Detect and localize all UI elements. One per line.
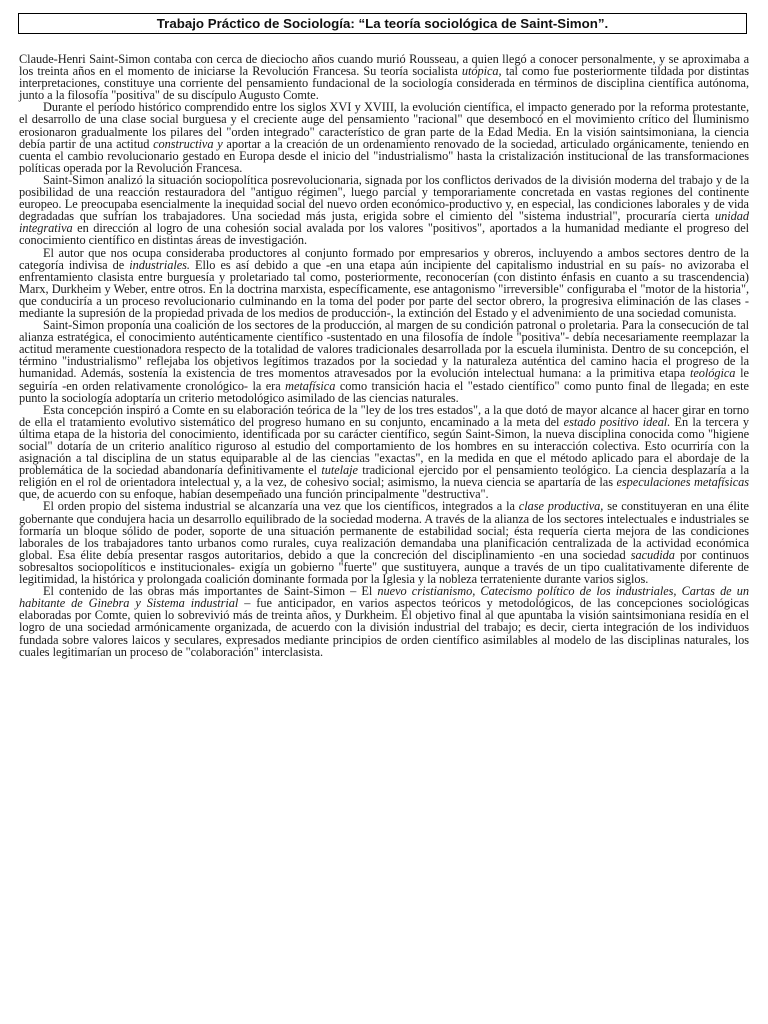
text-run: El contenido de las obras más importantes de Saint-Simon – El <box>43 584 378 599</box>
italic-text: estado positivo ideal. <box>563 414 671 429</box>
italic-text: utópica, <box>461 64 502 79</box>
text-run: aportar a la creación de un ordenamiento renovado de la sociedad, articulado orgánicamente, teniendo en cuenta el cambio revolucionario gestado en Europa desde el inicio del "industrialismo" hasta la cristalización institucional de las transformaciones políticas operada por la Revolución Francesa. <box>19 136 750 175</box>
text-run: tradicional ejercido por el pensamiento teológico. La ciencia desplazaría a la religión en el rol de orientadora intelectual y, a la vez, de cohesivo social; asimismo, la nueva ciencia se apartaría de las <box>19 463 749 490</box>
text-run: por continuos sobresaltos sociopolíticos e institucionales- exigía un gobierno "fuerte" que sustituyera, aunque a través de un tipo cualitativamente diferente de legitimidad, la histórica y prolongada coalición dominante formada por la Iglesia y la nobleza terrateniente durante varios siglos. <box>19 547 749 587</box>
text-run: Durante el período histórico comprendido entre los siglos XVI y XVIII, la evolución científica, el impacto generado por la reforma protestante, el desarrollo de una clase social burguesa y el creciente auge del pensamiento "racional" que desembocó en el movimiento crítico del Iluminismo erosionaron gradualmente los pilares del "orden integrado" característico de gran parte de la Edad Media. En la visión saintsimoniana, la ciencia debía partir de una actitud <box>19 100 749 151</box>
text-run: en dirección al logro de una cohesión social avalada por los valores "positivos", aportados a la humanidad mediante el progreso del conocimiento científico en distintas áreas de investigación. <box>19 221 749 248</box>
italic-text: constructiva y <box>153 136 223 151</box>
text-run: le seguiría -en orden relativamente cronológico- la era <box>19 366 749 393</box>
text-run: tal como fue posteriormente tildada por distintas interpretaciones, constituye una corriente del pensamiento fundacional de la sociología considerada en términos de disciplina científica autónoma, junto a la filosofía "positiva" de su discípulo Augusto Comte. <box>19 64 749 103</box>
italic-text: tutelaje <box>321 463 358 478</box>
italic-text: teológica <box>689 366 736 381</box>
paragraph <box>19 500 749 585</box>
paragraph <box>19 101 749 174</box>
italic-text: unidad integrativa <box>19 209 749 236</box>
text-run: Claude-Henri Saint-Simon contaba con cerca de dieciocho años cuando murió Rousseau, a quien llegó a conocer personalmente, y se aproximaba a los treinta años en el momento de iniciarse la Revolución Francesa. Su teoría socialista <box>19 52 749 79</box>
text-run: Saint-Simon proponía una coalición de los sectores de la producción, al margen de su condición patronal o proletaria. Para la consecución de tal alianza estratégica, el conocimiento auténticamente científico -sustentado en una filosofía de índole "positiva"- debía necesariamente reemplazar la actitud meramente cuestionadora respecto de la totalidad de valores tradicionales desarrollada por la escuela iluminista. Dentro de su concepción, el término "industrialismo" reflejaba los objetivos legítimos trazados por la sociedad y la naturaleza auténtica del camino hacia el progreso de la humanidad. Además, sostenía la existencia de tres momentos atravesados por la evolución intelectual humana: a la primitiva etapa <box>19 318 749 381</box>
paragraph <box>19 404 749 501</box>
text-run: que, de acuerdo con su enfoque, habían desempeñado una función principalmente "destructiva". <box>19 487 489 502</box>
text-run: se constituyeran en una élite gobernante que condujera hacia un desarrollo equilibrado de la sociedad moderna. A través de la alianza de los sectores intelectuales e industriales se formaría un bloque sólido de poder, soporte de una situación permanente de estabilidad social; ésta requería cierta mejora de las condiciones laborales de los trabajadores tanto urbanos como rurales, cuya realización demandaba una planificación centralizada de la actividad económica global. Esa élite debía presentar rasgos autoritarios, debido a que la concreción del disciplinamiento -en una sociedad <box>19 499 749 562</box>
document-title: Trabajo Práctico de Sociología: “La teoría sociológica de Saint-Simon”. <box>18 13 747 34</box>
italic-text: clase productiva, <box>518 499 604 514</box>
text-run: Ello es así debido a que -en una etapa aún incipiente del capitalismo industrial en su país- no avizoraba el enfrentamiento clasista entre burguesía y proletariado tal como, posteriormente, reconocerían (con distinto énfasis en cuanto a su trascendencia) Marx, Durkheim y Weber, entre otros. En la doctrina marxista, específicamente, ese antagonismo "irreversible" configuraba el "motor de la historia", que conduciría a un proceso revolucionario culminando en la toma del poder por parte del sector obrero, la progresiva eliminación de las clases -mediante la supresión de la propiedad privada de los medios de producción-, la extinción del Estado y el advenimiento de una sociedad comunista. <box>19 257 749 320</box>
text-run: El autor que nos ocupa consideraba productores al conjunto formado por empresarios y obreros, incluyendo a ambos sectores dentro de la categoría indivisa de <box>19 245 749 272</box>
paragraph <box>19 247 749 320</box>
paragraph <box>19 53 749 101</box>
text-run: Esta concepción inspiró a Comte en su elaboración teórica de la "ley de los tres estados", a la que dotó de mayor alcance al hacer girar en torno de ella el tratamiento evolutivo sistemático del progreso humano en su conjunto, encaminado a la meta del <box>19 402 749 429</box>
paragraph <box>19 174 749 247</box>
italic-text: metafísica <box>285 378 336 393</box>
italic-text: industriales. <box>129 257 190 272</box>
text-run: El orden propio del sistema industrial se alcanzaría una vez que los científicos, integrados a la <box>43 499 519 514</box>
text-run: Saint-Simon analizó la situación sociopolítica posrevolucionaria, signada por los conflictos derivados de la división moderna del trabajo y de la posibilidad de una reacción restauradora del "antiguo régimen", luego parcial y temporariamente concretada en vastas regiones del continente europeo. Le preocupaba esencialmente la inequidad social del nuevo orden económico-productivo y, en especial, las condiciones laborales y de vida degradadas que sufrían los trabajadores. Una sociedad más justa, erigida sobre el cimiento del "sistema industrial", procuraría cierta <box>19 172 749 224</box>
paragraph <box>19 585 749 658</box>
document-body <box>19 53 749 658</box>
text-run: como transición hacia el "estado científico" como punto final de llegada; en este punto la sociología adoptaría un criterio metodológico asimilado de las ciencias naturales. <box>19 378 749 405</box>
italic-text: sacudida <box>630 547 675 562</box>
text-run: – fue anticipador, en varios aspectos teóricos y metodológicos, de las concepciones sociológicas elaboradas por Comte, quien lo sobrevivió más de treinta años, y Durkheim. El objetivo final al que apuntaba la visión saintsimoniana residía en el logro de una sociedad armónicamente organizada, de acuerdo con la división industrial del trabajo; es decir, cierta integración de los individuos fundada sobre valores laicos y seculares, expresados mediante principios de orden científico asimilables al modelo de las disciplinas naturales, los cuales legitimarían un proceso de "colaboración" interclasista. <box>19 596 749 659</box>
italic-text: especulaciones metafísicas <box>616 475 749 490</box>
paragraph <box>19 319 749 404</box>
text-run: En la tercera y última etapa de la historia del conocimiento, identificada por su carácter científico, según Saint-Simon, la nueva disciplina conocida como "higiene social" dotaría de un criterio analítico riguroso al estudio del comportamiento de los hombres en su interacción colectiva. Esto ocurriría con la asignación a tal disciplina de un status equiparable al de las ciencias "exactas", en la medida en que el método aplicado para el abordaje de la problemática de la sociedad abandonaría definitivamente el <box>19 414 750 478</box>
italic-text: nuevo cristianismo, Catecismo político de los industriales, Cartas de un habitante de Ginebra y Sistema industrial <box>19 584 749 611</box>
